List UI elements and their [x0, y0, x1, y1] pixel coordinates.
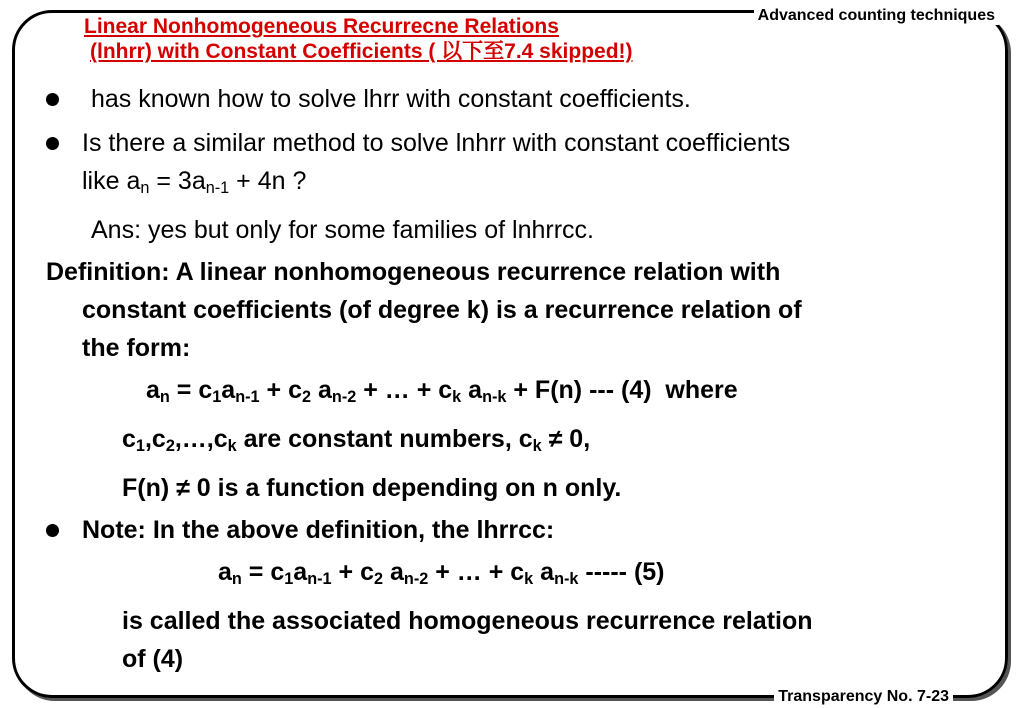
condition-2: F(n) ≠ 0 is a function depending on n only.: [122, 474, 622, 503]
bullet-icon: [46, 137, 59, 150]
bullet-icon: [46, 93, 59, 106]
answer: [46, 211, 996, 249]
footer-label: Transparency No. 7-23: [774, 688, 953, 706]
line-text: like $a_n = 3a_{n-1} + 4n$ ?: [82, 167, 307, 198]
title-line-2: (lnhrr) with Constant Coefficients ( 以下至7.4 skipped!): [90, 40, 633, 63]
slide-body: [46, 80, 996, 674]
line-text: the form:: [82, 334, 191, 363]
slide-title: [84, 14, 633, 64]
line-text: Definition: A linear nonhomogeneous recurrence relation with: [46, 258, 781, 287]
definition: [46, 253, 996, 367]
equation-4: $a_n = c_1a_{n-1} + c_2$ $a_{n-2}$ + … + $c_k$ $a_{n-k} + F(n)$ --- (4) where: [146, 376, 738, 407]
associated-note: is called the associated homogeneous recurrence relation of (4): [122, 607, 813, 674]
title-line-1: Linear Nonhomogeneous Recurrecne Relations: [84, 15, 559, 38]
bullet-2: [46, 124, 996, 207]
line-text: Is there a similar method to solve lnhrr with constant coefficients: [82, 129, 791, 157]
line-text: Ans: yes but only for some families of lnhrrcc.: [91, 216, 594, 245]
line-text: has known how to solve lhrr with constant coefficients.: [91, 85, 691, 113]
bullet-1: [46, 80, 996, 118]
header-label: Advanced counting techniques: [754, 7, 999, 25]
condition-1: $c_1,c_2,\dots,c_k$ are constant numbers, $c_k \ne 0$,: [122, 425, 591, 456]
line-text: constant coefficients (of degree k) is a recurrence relation of: [82, 296, 802, 325]
equation-5: $a_n = c_1a_{n-1} + c_2$ $a_{n-2}$ + … + $c_k$ $a_{n-k}$ ----- (5): [218, 558, 665, 589]
note: Note: In the above definition, the lhrrcc:: [46, 511, 996, 549]
